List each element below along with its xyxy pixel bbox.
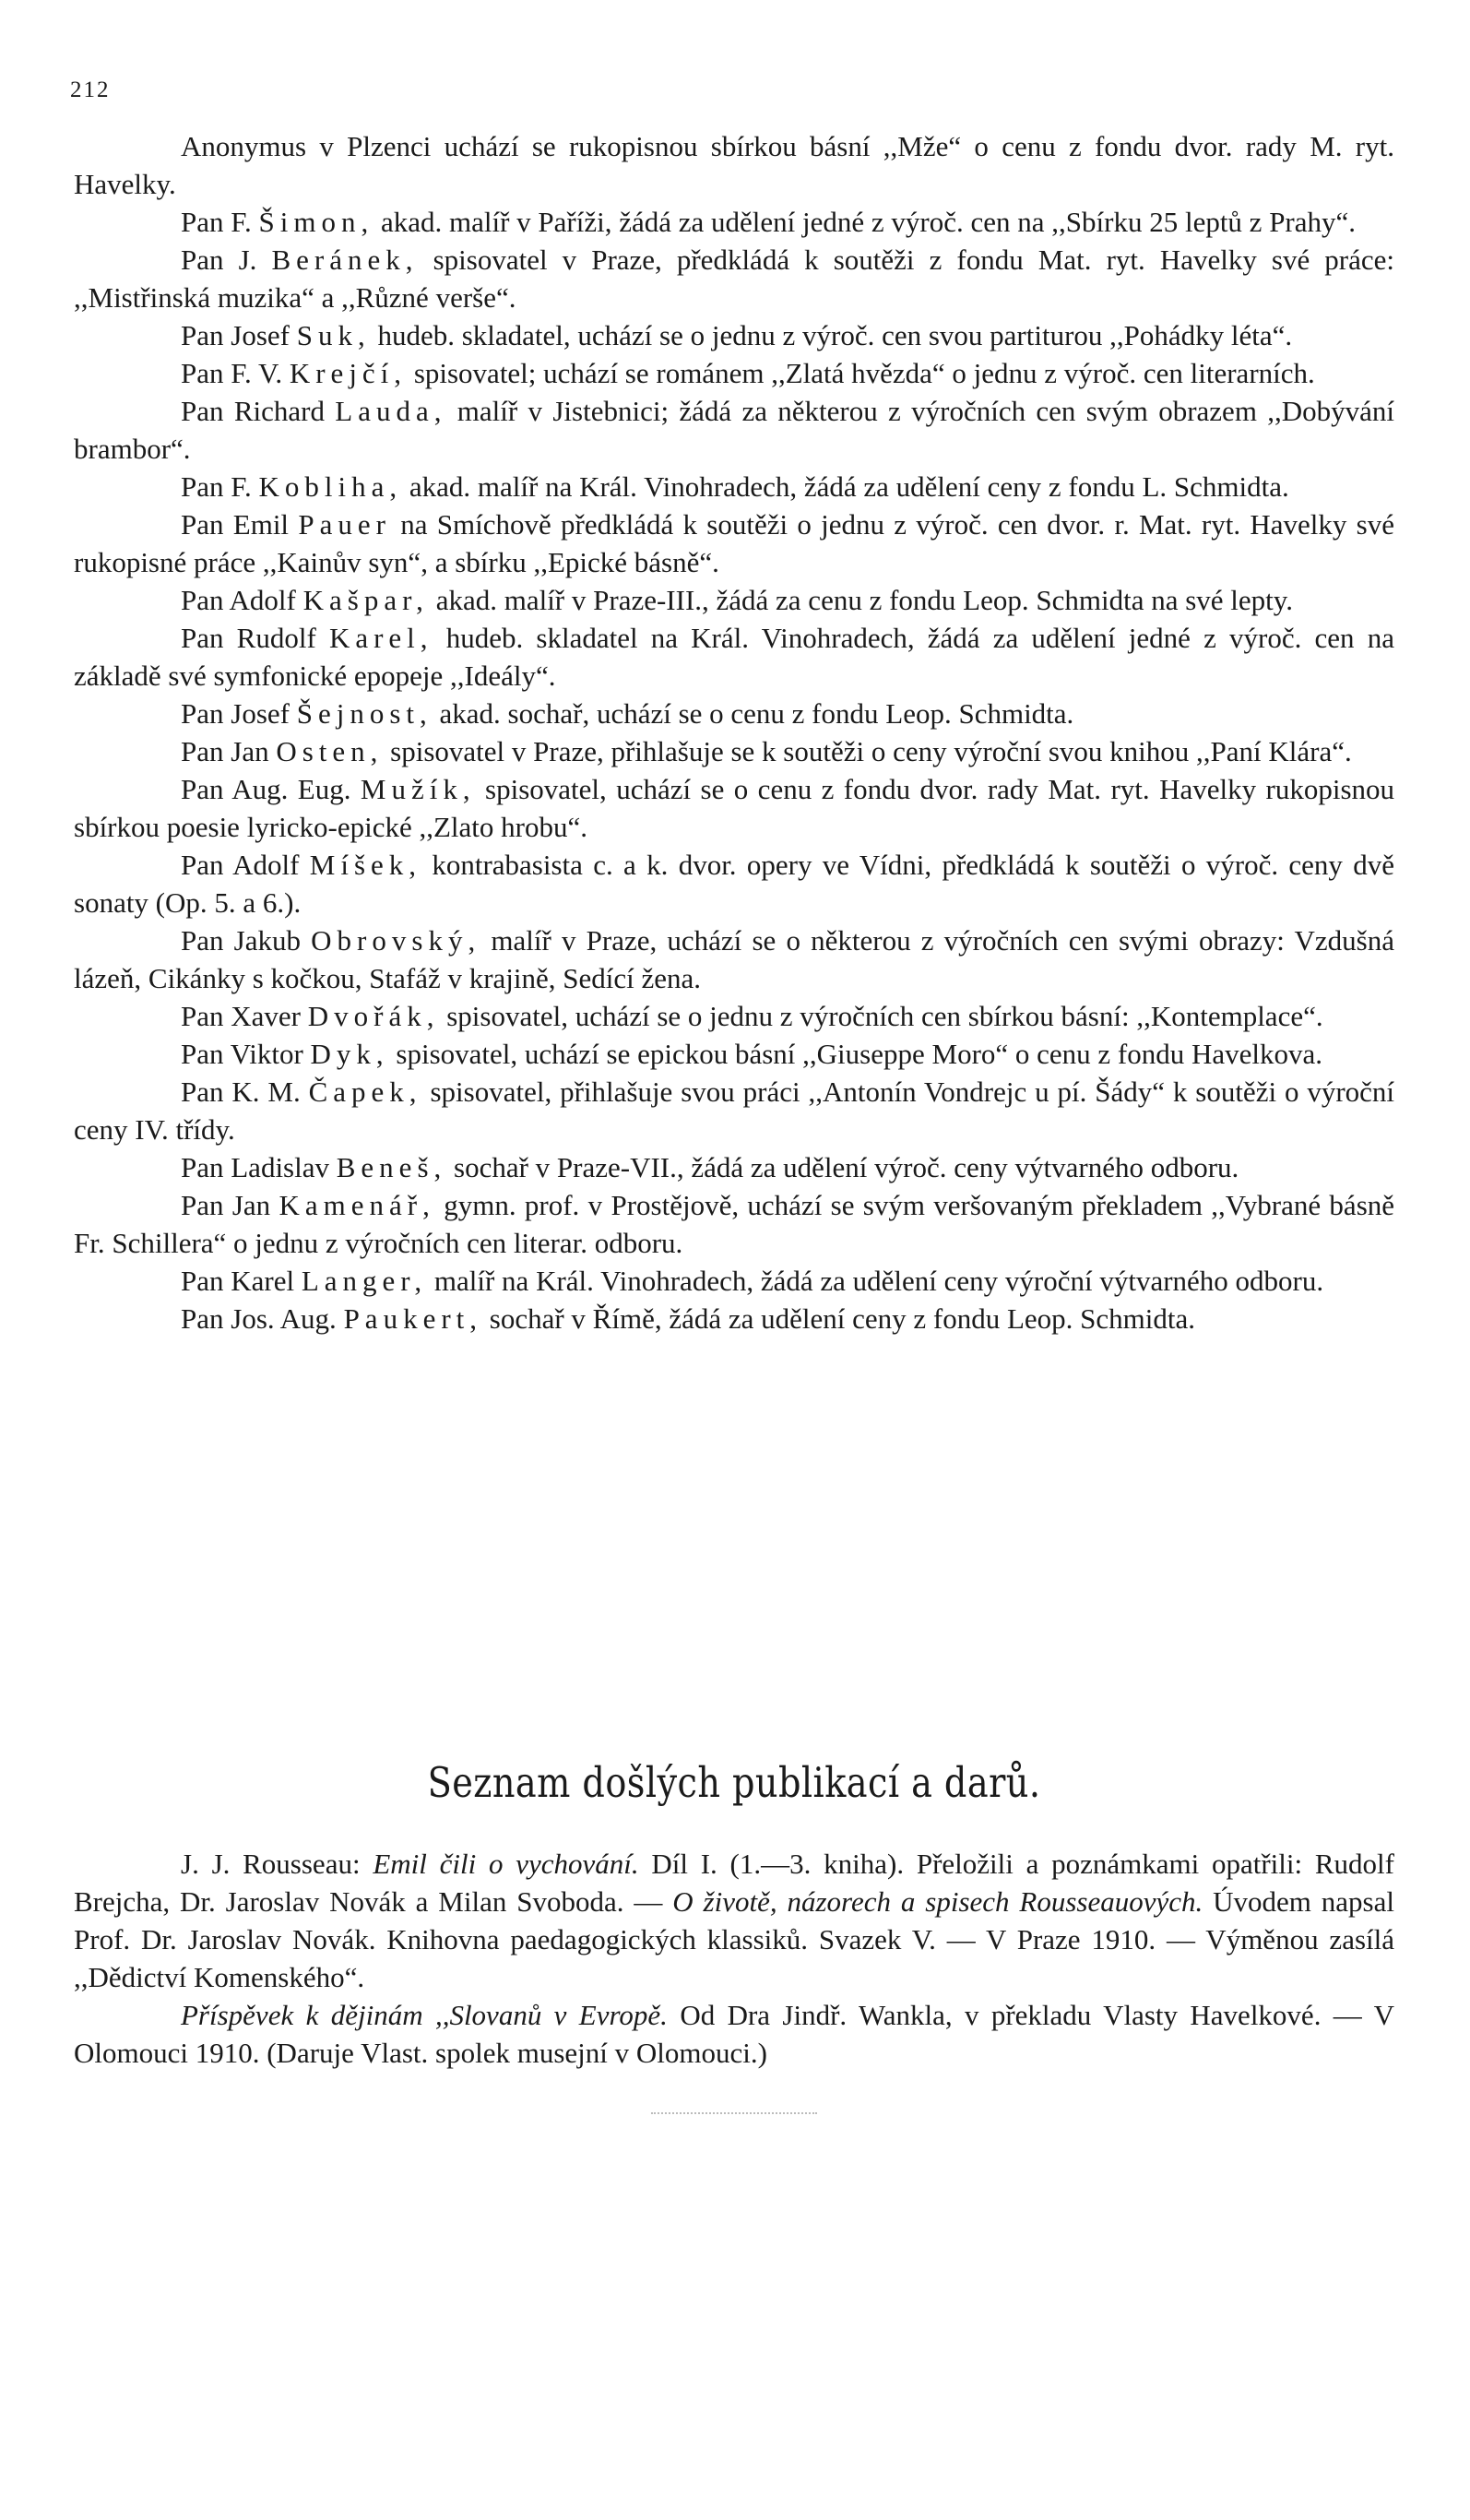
entry-post: akad. malíř na Král. Vinohradech, žádá za udělení ceny z fondu L. Schmidta. xyxy=(409,470,1289,503)
entry-paragraph xyxy=(74,1262,1394,1300)
entry-pre: Pan Richard xyxy=(181,395,325,427)
entry-paragraph xyxy=(74,505,1394,581)
publication-entry xyxy=(74,1996,1394,2072)
publication-b: Příspěvek k dějinám ,,Slovanů v Evropě. xyxy=(181,1999,668,2031)
entry-paragraph xyxy=(74,1035,1394,1073)
entry-name: Paukert, xyxy=(343,1302,483,1335)
entry-post: gymn. prof. v Prostějově, uchází se svým veršovaným překladem ,,Vybrané básně Fr. Schillera“ o jednu z výročních cen literar. odboru. xyxy=(74,1189,1395,1259)
entry-post: akad. malíř v Praze-III., žádá za cenu z fondu Leop. Schmidta na své lepty. xyxy=(435,584,1294,616)
entry-pre: Pan Emil xyxy=(181,508,290,541)
entry-name: Dvořák, xyxy=(307,1000,440,1032)
entry-post: malíř v Praze, uchází se o některou z výročních cen svými obrazy: Vzdušná lázeň, Cikánky s kočkou, Stafáž v krajině, Sedící žena. xyxy=(74,924,1394,994)
entry-name: Kamenář, xyxy=(279,1189,435,1221)
entry-post: akad. sochař, uchází se o cenu z fondu Leop. Schmidta. xyxy=(439,697,1074,730)
entry-post: sochař v Římě, žádá za udělení ceny z fondu Leop. Schmidta. xyxy=(489,1302,1196,1335)
entry-paragraph xyxy=(74,846,1394,921)
entry-pre: Pan Ladislav xyxy=(181,1151,329,1183)
entry-paragraph xyxy=(74,316,1394,354)
entry-name: Míšek, xyxy=(309,849,422,881)
publication-e: Úvodem napsal Prof. Dr. Jaroslav Novák. Knihovna paedagogických klassiků. Svazek V. — V Praze 1910. — Výměnou zasílá ,,Dědictví Komenského“. xyxy=(74,1885,1394,1993)
entry-paragraph xyxy=(74,732,1394,770)
entry-paragraph xyxy=(74,921,1394,997)
ornament-divider xyxy=(651,2112,817,2118)
entry-paragraph xyxy=(74,203,1394,241)
entry-post: hudeb. skladatel, uchází se o jednu z výroč. cen svou partiturou ,,Pohádky léta“. xyxy=(377,319,1293,351)
entry-name: Krejčí, xyxy=(289,357,408,389)
publication-d: O životě, názorech a spisech Rousseauových. xyxy=(672,1885,1203,1918)
entry-post: spisovatel, přihlašuje svou práci ,,Antonín Vondrejc u pí. Šády“ k soutěži o výroční ceny IV. třídy. xyxy=(74,1076,1395,1146)
entry-pre: Pan F. xyxy=(181,470,252,503)
entry-pre: Pan Josef xyxy=(181,319,290,351)
entry-paragraph xyxy=(74,1300,1394,1337)
entry-pre: Pan Jakub xyxy=(181,924,301,957)
entry-post: kontrabasista c. a k. dvor. opery ve Vídni, předkládá k soutěži o výroč. ceny dvě sonaty (Op. 5. a 6.). xyxy=(74,849,1395,919)
entry-paragraph xyxy=(74,241,1394,316)
publication-entry xyxy=(74,1845,1394,1996)
entry-paragraph xyxy=(74,1073,1394,1148)
entry-post: sochař v Praze-VII., žádá za udělení výroč. ceny výtvarného odboru. xyxy=(454,1151,1239,1183)
entry-pre: Pan F. xyxy=(181,206,252,238)
publication-b: Emil čili o vychování. xyxy=(373,1848,639,1880)
publications-list xyxy=(74,1845,1394,2072)
entry-name: Čapek, xyxy=(308,1076,422,1108)
entry-pre: Pan K. M. xyxy=(181,1076,301,1108)
entry-paragraph xyxy=(74,581,1394,619)
entry-post: akad. malíř v Paříži, žádá za udělení jedné z výroč. cen na ,,Sbírku 25 leptů z Prahy“. xyxy=(380,206,1357,238)
entry-name: Šimon, xyxy=(258,206,374,238)
page-number: 212 xyxy=(70,77,111,102)
entry-post: spisovatel v Praze, přihlašuje se k soutěži o ceny výroční svou knihou ,,Paní Klára“. xyxy=(390,735,1352,767)
entry-name: Pauer xyxy=(298,508,391,541)
entry-paragraph xyxy=(74,127,1394,203)
publication-c: Od Dra Jindř. Wankla, v překladu Vlasty Havelkové. — V Olomouci 1910. (Daruje Vlast. spolek musejní v Olomouci.) xyxy=(74,1999,1395,2069)
entry-pre: Anonymus v Plzenci uchází se rukopisnou sbírkou básní ,,Mže“ o cenu z fondu dvor. rady M. ryt. Havelky. xyxy=(74,130,1394,200)
entry-paragraph xyxy=(74,997,1394,1035)
entry-paragraph xyxy=(74,354,1394,392)
entry-post: spisovatel, uchází se epickou básní ,,Giuseppe Moro“ o cenu z fondu Havelkova. xyxy=(396,1038,1323,1070)
entry-name: Langer, xyxy=(301,1265,428,1297)
entry-pre: Pan Rudolf xyxy=(181,622,316,654)
section-heading: Seznam došlých publikací a darů. xyxy=(427,1758,1041,1807)
entry-name: Dyk, xyxy=(310,1038,389,1070)
entries-list xyxy=(74,127,1394,1337)
entry-paragraph xyxy=(74,392,1394,468)
entry-paragraph xyxy=(74,695,1394,732)
entry-pre: Pan Jan xyxy=(181,1189,271,1221)
entry-post: malíř v Jistebnici; žádá za některou z výročních cen svým obrazem ,,Dobývání brambor“. xyxy=(74,395,1394,465)
entry-name: Osten, xyxy=(276,735,384,767)
entry-name: Lauda, xyxy=(335,395,447,427)
entry-paragraph xyxy=(74,1186,1394,1262)
entry-paragraph xyxy=(74,770,1394,846)
entry-pre: Pan Jos. Aug. xyxy=(181,1302,337,1335)
entry-pre: Pan Jan xyxy=(181,735,269,767)
entry-post: spisovatel, uchází se o cenu z fondu dvor. rady Mat. ryt. Havelky rukopisnou sbírkou poesie lyricko-epické ,,Zlato hrobu“. xyxy=(74,773,1395,843)
entry-post: malíř na Král. Vinohradech, žádá za udělení ceny výroční výtvarného odboru. xyxy=(433,1265,1324,1297)
entry-pre: Pan F. V. xyxy=(181,357,283,389)
entry-pre: Pan Adolf xyxy=(181,849,300,881)
entry-post: na Smíchově předkládá k soutěži o jednu z výroč. cen dvor. r. Mat. ryt. Havelky své rukopisné práce ,,Kainův syn“, a sbírku ,,Epické básně“. xyxy=(74,508,1395,578)
entry-paragraph xyxy=(74,619,1394,695)
entry-paragraph xyxy=(74,1148,1394,1186)
entry-name: Kašpar, xyxy=(302,584,429,616)
entry-post: spisovatel, uchází se o jednu z výročních cen sbírkou básní: ,,Kontemplace“. xyxy=(446,1000,1323,1032)
publication-a: J. J. Rousseau: xyxy=(181,1848,361,1880)
entry-name: Šejnost, xyxy=(296,697,433,730)
entry-paragraph xyxy=(74,468,1394,505)
entry-pre: Pan Aug. Eug. xyxy=(181,773,351,805)
entry-name: Mužík, xyxy=(360,773,476,805)
entry-name: Beneš, xyxy=(336,1151,447,1183)
entry-name: Karel, xyxy=(328,622,433,654)
entry-name: Beránek, xyxy=(271,244,419,276)
entry-name: Suk, xyxy=(296,319,371,351)
entry-pre: Pan Xaver xyxy=(181,1000,301,1032)
entry-pre: Pan Viktor xyxy=(181,1038,303,1070)
entry-pre: Pan J. xyxy=(181,244,257,276)
entry-post: spisovatel; uchází se románem ,,Zlatá hvězda“ o jednu z výroč. cen literarních. xyxy=(413,357,1315,389)
publication-c: Díl I. (1.—3. kniha). Přeložili a poznámkami opatřili: Rudolf Brejcha, Dr. Jaroslav Novák a Milan Svoboda. — xyxy=(74,1848,1394,1918)
entry-pre: Pan Adolf xyxy=(181,584,296,616)
entry-post: hudeb. skladatel na Král. Vinohradech, žádá za udělení jedné z výroč. cen na základě své symfonické epopeje ,,Ideály“. xyxy=(74,622,1394,692)
entry-post: spisovatel v Praze, předkládá k soutěži z fondu Mat. ryt. Havelky své práce: ,,Mistřinská muzika“ a ,,Různé verše“. xyxy=(74,244,1395,314)
entry-pre: Pan Karel xyxy=(181,1265,295,1297)
entry-name: Kobliha, xyxy=(258,470,403,503)
entry-pre: Pan Josef xyxy=(181,697,290,730)
entry-name: Obrovský, xyxy=(311,924,481,957)
